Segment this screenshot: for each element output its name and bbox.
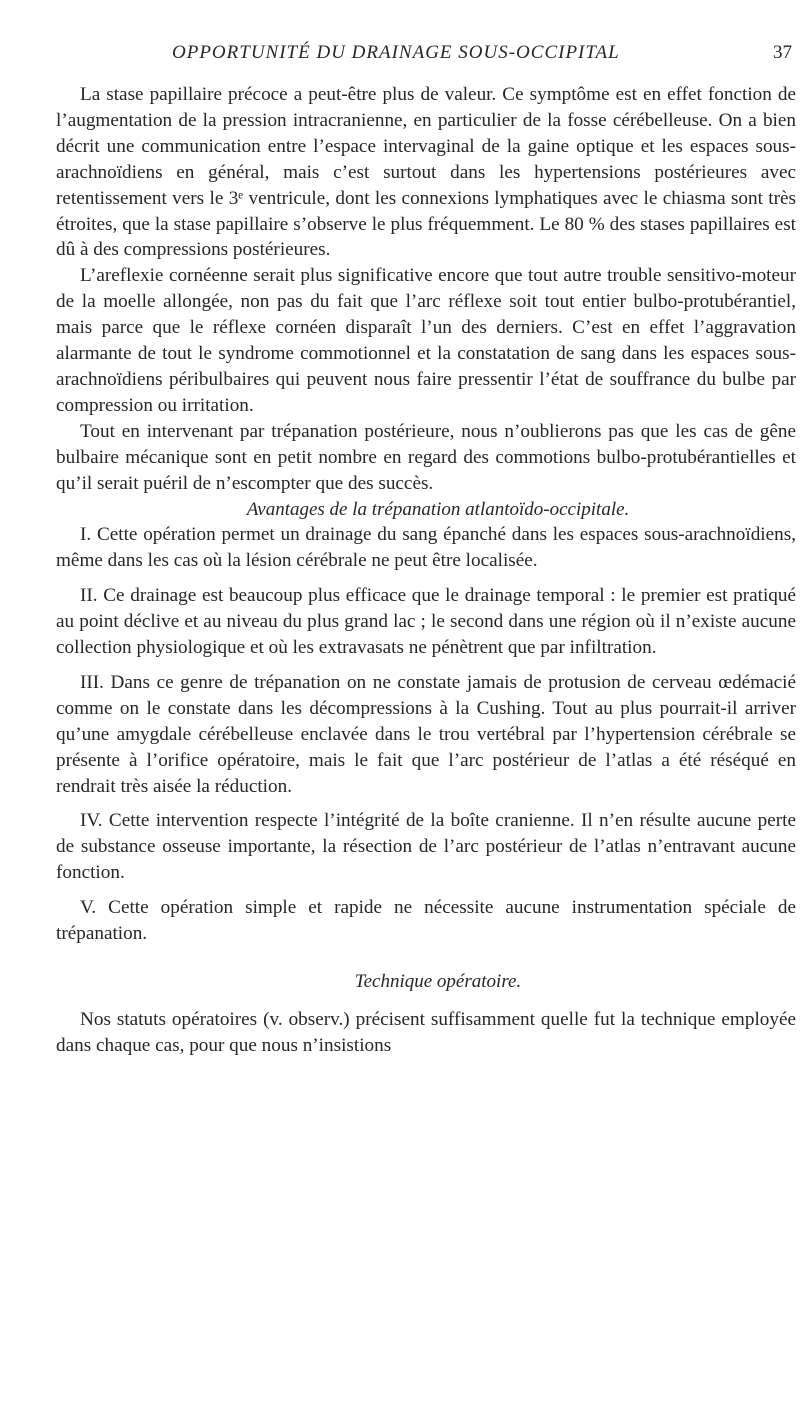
paragraph-trepanation-caveat: Tout en intervenant par trépanation postérieure, nous n’oublierons pas que les cas de gêne bulbaire mécanique sont en petit nombre en regard des commotions bulbo-protubérantielles et qu’il serait puéril de n’escompter que des succès. [56,420,796,494]
advantage-item-5: V. Cette opération simple et rapide ne nécessite aucune instrumentation spéciale de trépanation. [56,897,796,945]
section-heading-advantages: Avantages de la trépanation atlantoïdo-occipitale. [246,498,630,520]
paragraph-technique: Nos statuts opératoires (v. observ.) précisent suffisamment quelle fut la technique employée dans chaque cas, pour que nous n’insistions [56,1008,796,1056]
body-text [56,82,796,1059]
advantage-item-2: II. Ce drainage est beaucoup plus efficace que le drainage temporal : le premier est pratiqué au point déclive et au niveau du plus grand lac ; le second dans une région où il n’existe aucune collection physiologique et où les extravasats ne pénètrent que par infiltration. [56,585,796,659]
advantage-item-1: I. Cette opération permet un drainage du sang épanché dans les espaces sous-arachnoïdiens, même dans les cas où la lésion cérébrale ne peut être localisée. [56,524,796,572]
page-header [56,42,792,72]
advantage-item-3: III. Dans ce genre de trépanation on ne constate jamais de protusion de cerveau œdémacié comme on le constate dans les décompressions à la Cushing. Tout au plus pourrait-il arriver qu’une amygdale cérébelleuse enclavée dans le trou vertébral par l’hypertension cérébrale se présente à l’orifice opératoire, mais le fait que l’arc postérieur de l’atlas a été réséqué en rendrait très aisée la réduction. [56,671,796,797]
section-heading-technique: Technique opératoire. [354,971,522,992]
paragraph-papillary-stasis: La stase papillaire précoce a peut-être plus de valeur. Ce symptôme est en effet fonction de l’augmentation de la pression intracranienne, en particulier de la fosse cérébelleuse. On a bien décrit une communication entre l’espace intervaginal de la gaine optique et les espaces sous-arachnoïdiens en général, mais c’est surtout dans les hypertensions postérieures avec retentissement vers le 3ᵉ ventricule, dont les connexions lymphatiques avec le chiasma sont très étroites, que la stase papillaire s’observe le plus fréquemment. Le 80 % des stases papillaires est dû à des compressions postérieures. [56,84,796,261]
paragraph-corneal-areflexia: L’areflexie cornéenne serait plus significative encore que tout autre trouble sensitivo-moteur de la moelle allongée, non pas du fait que l’arc réflexe soit tout entier bulbo-protubérantiel, mais parce que le réflexe cornéen disparaît l’un des derniers. C’est en effet l’aggravation alarmante de tout le syndrome commotionnel et la constatation de sang dans les espaces sous-arachnoïdiens péribulbaires qui peuvent nous faire pressentir l’état de souffrance du bulbe par compression ou irritation. [56,265,796,416]
advantage-item-4: IV. Cette intervention respecte l’intégrité de la boîte cranienne. Il n’en résulte aucune perte de substance osseuse importante, la résection de l’arc postérieur de l’atlas n’entravant aucune fonction. [56,810,796,884]
running-title: OPPORTUNITÉ DU DRAINAGE SOUS-OCCIPITAL [172,42,620,63]
page-number: 37 [773,42,792,63]
